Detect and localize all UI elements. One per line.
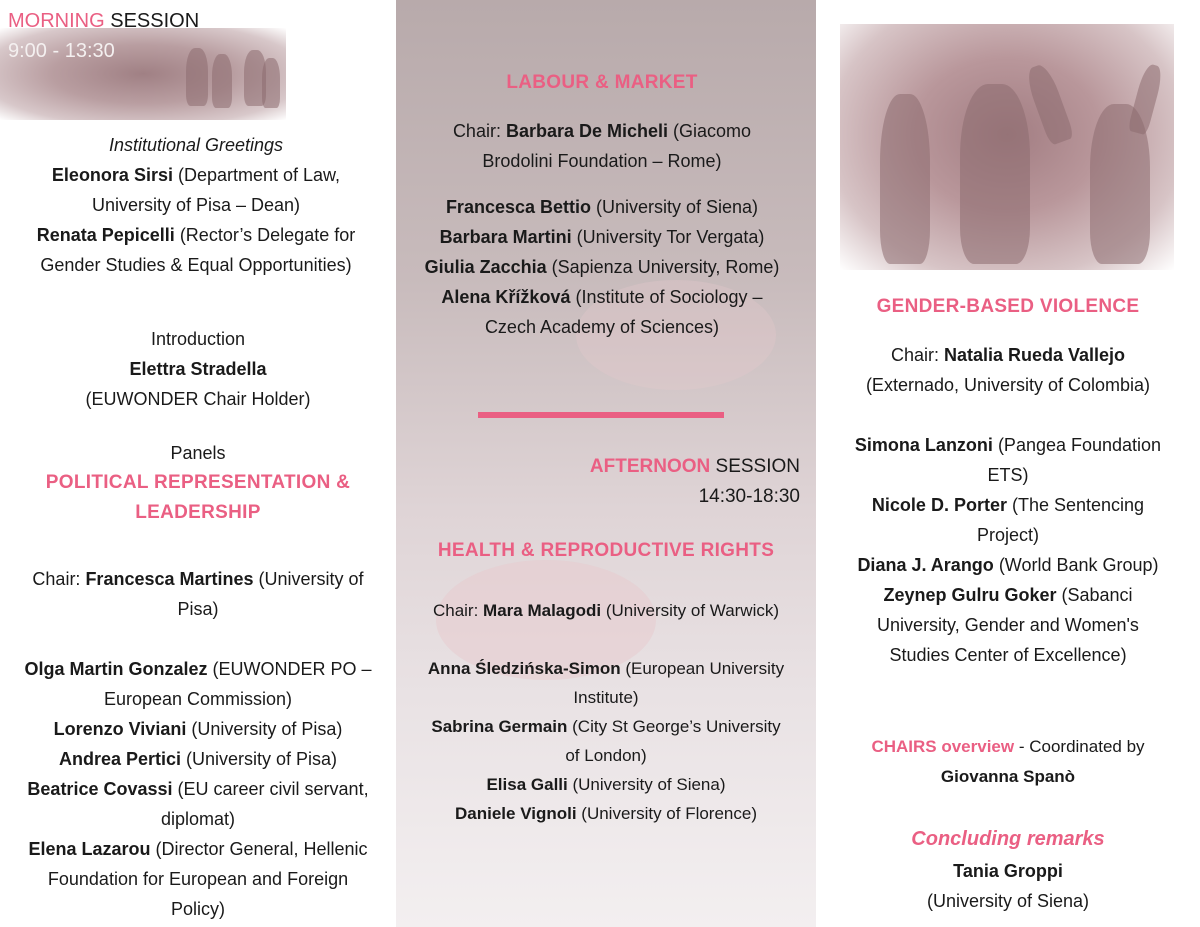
health-speakers [396, 654, 816, 828]
morning-column [0, 0, 396, 927]
chair-affiliation: Brodolini Foundation – Rome) [482, 151, 722, 171]
speaker-affiliation: European Commission) [103, 689, 293, 709]
middle-column [396, 0, 816, 927]
speaker-name: Beatrice Covassi [27, 779, 173, 799]
speaker-affiliation: (City St George’s University [567, 717, 781, 736]
speaker-affiliation: Institute) [573, 688, 639, 707]
speaker-affiliation: (University of Siena) [591, 197, 759, 217]
panel-title-violence: GENDER-BASED VIOLENCE [876, 296, 1140, 317]
afternoon-word: AFTERNOON [589, 456, 711, 477]
speaker-affiliation: Policy) [170, 899, 225, 919]
speaker-affiliation: (University Tor Vergata) [571, 227, 765, 247]
afternoon-session-label [590, 452, 800, 482]
speaker-affiliation: (EU career civil servant, [172, 779, 369, 799]
speaker-name: Sabrina Germain [431, 717, 568, 736]
session-word: SESSION [104, 10, 200, 32]
speaker-affiliation: Gender Studies & Equal Opportunities) [40, 255, 352, 275]
speaker-affiliation: of London) [565, 746, 647, 765]
speaker-affiliation: (University of Pisa) [186, 719, 343, 739]
speaker-name: Giulia Zacchia [424, 257, 547, 277]
speaker-sirsi [0, 160, 392, 220]
labour-speakers [396, 192, 808, 342]
speaker-name: Diana J. Arango [857, 555, 994, 575]
speaker-pepicelli [0, 220, 392, 280]
chair-label: Chair: [32, 569, 86, 589]
speaker-affiliation: (European University [620, 659, 785, 678]
speaker-affiliation: ETS) [987, 465, 1029, 485]
panel-title-political: POLITICAL REPRESENTATION & LEADERSHIP [45, 472, 351, 523]
speaker-affiliation: (Sabanci [1056, 585, 1133, 605]
speaker-affiliation: Foundation for European and Foreign [47, 869, 349, 889]
speaker-affiliation: Czech Academy of Sciences) [484, 317, 720, 337]
afternoon-time: 14:30-18:30 [698, 486, 800, 507]
chair-name: Barbara De Micheli [505, 121, 669, 141]
speaker-name: Barbara Martini [439, 227, 572, 247]
speaker-affiliation: Project) [976, 525, 1039, 545]
panel-title-labour: LABOUR & MARKET [506, 72, 698, 93]
section-divider [478, 412, 724, 418]
speaker-affiliation: (University of Siena) [926, 891, 1090, 911]
chair-label: Chair: [432, 601, 484, 620]
chairs-coordinated: - Coordinated by [1014, 737, 1145, 756]
speaker-name: Elena Lazarou [28, 839, 151, 859]
speaker-affiliation: (University of Florence) [576, 804, 757, 823]
greetings-label: Institutional Greetings [108, 135, 284, 155]
introduction-label: Introduction [150, 329, 246, 349]
chair-affiliation: (Giacomo [668, 121, 752, 141]
speaker-name: Francesca Bettio [445, 197, 591, 217]
speaker-affiliation: (Pangea Foundation [992, 435, 1162, 455]
speaker-name: Simona Lanzoni [854, 435, 993, 455]
speaker-affiliation: (World Bank Group) [993, 555, 1159, 575]
chair-name: Mara Malagodi [483, 601, 602, 620]
speaker-affiliation: (EUWONDER PO – [207, 659, 372, 679]
chairs-overview [816, 732, 1200, 792]
chair-label: Chair: [890, 345, 944, 365]
chair-name: Natalia Rueda Vallejo [943, 345, 1126, 365]
speaker-name: Elettra Stradella [129, 359, 267, 379]
speaker-affiliation: University, Gender and Women's [877, 615, 1139, 635]
speaker-affiliation: (Director General, Hellenic [150, 839, 368, 859]
violence-chair [816, 340, 1200, 400]
morning-session-label [8, 6, 199, 36]
speaker-name: Tania Groppi [953, 861, 1063, 881]
speaker-name: Andrea Pertici [58, 749, 181, 769]
speaker-affiliation: (Department of Law, [172, 165, 341, 185]
chair-name: Francesca Martines [85, 569, 254, 589]
chair-affiliation: (University of [253, 569, 364, 589]
speaker-name: Eleonora Sirsi [51, 165, 173, 185]
speaker-name: Anna Śledzińska-Simon [427, 659, 621, 678]
session-word: SESSION [710, 456, 800, 477]
coordinator-name: Giovanna Spanò [940, 767, 1076, 786]
concluding-remarks-label: Concluding remarks [911, 828, 1105, 850]
chair-affiliation: (University of Warwick) [601, 601, 780, 620]
speaker-name: Alena Křížková [441, 287, 571, 307]
speaker-affiliation: (University of Pisa) [181, 749, 338, 769]
speaker-name: Daniele Vignoli [455, 804, 577, 823]
chair-affiliation: Pisa) [177, 599, 219, 619]
speaker-affiliation: (Institute of Sociology – [570, 287, 763, 307]
chair-affiliation: (Externado, University of Colombia) [865, 375, 1151, 395]
health-chair [396, 596, 816, 626]
speaker-name: Renata Pepicelli [36, 225, 175, 245]
morning-time: 9:00 - 13:30 [8, 40, 115, 62]
panels-label: Panels [170, 443, 226, 463]
protest-photo [840, 24, 1174, 270]
political-chair [0, 564, 396, 624]
speaker-affiliation: Studies Center of Excellence) [889, 645, 1127, 665]
speaker-affiliation: (Rector’s Delegate for [174, 225, 356, 245]
speaker-name: Olga Martin Gonzalez [24, 659, 208, 679]
right-column [816, 0, 1200, 927]
speaker-name: Nicole D. Porter [871, 495, 1007, 515]
speaker-affiliation: University of Pisa – Dean) [91, 195, 301, 215]
labour-chair [396, 116, 808, 176]
chair-label: Chair: [452, 121, 506, 141]
violence-speakers [816, 430, 1200, 670]
speaker-name: Elisa Galli [486, 775, 568, 794]
speaker-affiliation: (Sapienza University, Rome) [546, 257, 780, 277]
speaker-affiliation: (University of Siena) [567, 775, 726, 794]
speaker-affiliation: (The Sentencing [1006, 495, 1145, 515]
political-speakers [0, 654, 396, 924]
speaker-name: Lorenzo Viviani [53, 719, 187, 739]
chairs-overview-label: CHAIRS overview [871, 737, 1015, 756]
panel-title-health: HEALTH & REPRODUCTIVE RIGHTS [437, 540, 775, 561]
speaker-name: Zeynep Gulru Goker [883, 585, 1057, 605]
speaker-affiliation: diplomat) [160, 809, 236, 829]
morning-word: MORNING [8, 10, 105, 32]
speaker-affiliation: (EUWONDER Chair Holder) [85, 389, 311, 409]
